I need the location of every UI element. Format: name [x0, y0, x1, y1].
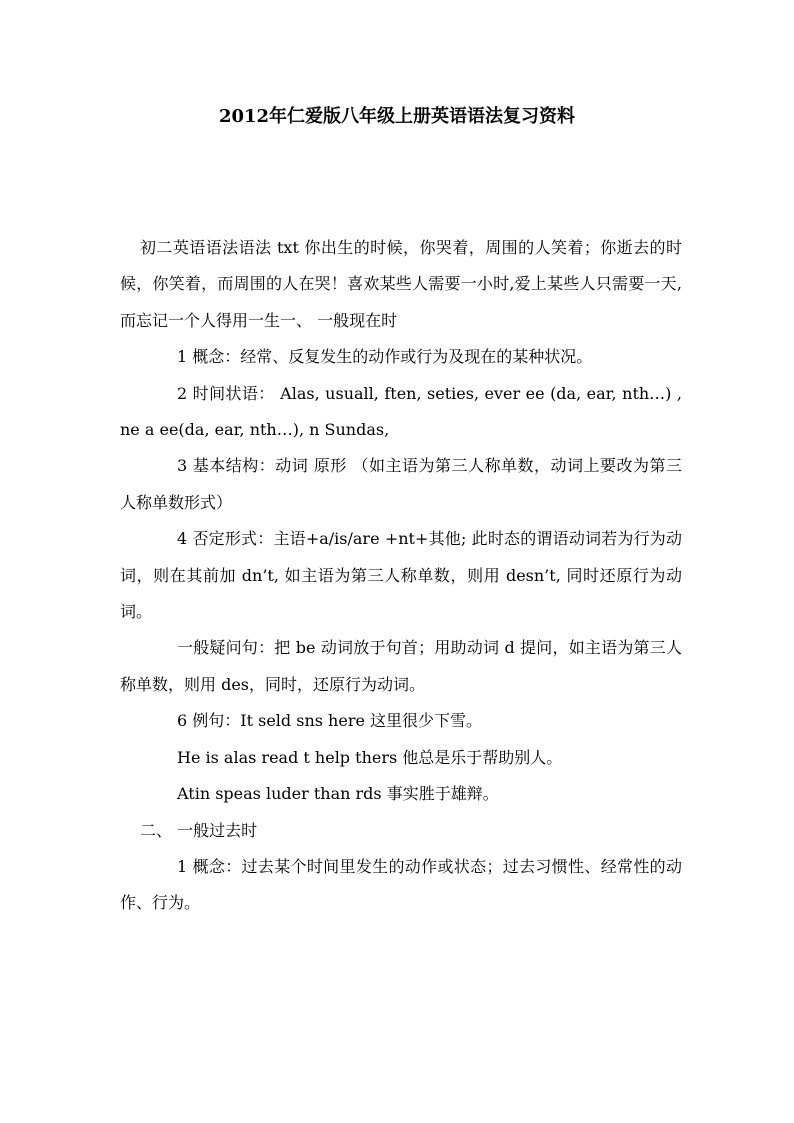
example-sentence: Atin speas luder than rds 事实胜于雄辩。	[177, 784, 499, 804]
intro-paragraph: 初二英语语法语法 txt 你出生的时候，你哭着，周围的人笑着；你逝去的时候，你笑着，而周围的人在哭！喜欢某些人需要一小时,爱上某些人只需要一天,而忘记一个人得用一生一、 一般现在时	[120, 238, 682, 330]
concept-paragraph: 1 概念：经常、反复发生的动作或行为及现在的某种状况。	[177, 347, 593, 367]
example-sentence: He is alas read t help thers 他总是乐于帮助别人。	[177, 747, 563, 767]
question-form-paragraph: 一般疑问句：把 be 动词放于句首；用助动词 d 提问，如主语为第三人称单数，则用 des，同时，还原行为动词。	[120, 638, 682, 694]
time-adverbial-paragraph: 2 时间状语： Alas, usuall, ften, seties, ever ee (da, ear, nth…) , ne a ee(da, ear, nth…), n Sundas,	[120, 383, 682, 440]
example-paragraph: 6 例句：It seld sns here 这里很少下雪。	[177, 711, 483, 731]
document-body	[120, 230, 682, 922]
past-concept-paragraph: 1 概念：过去某个时间里发生的动作或状态；过去习惯性、经常性的动作、行为。	[120, 856, 682, 913]
section-heading: 二、 一般过去时	[140, 820, 258, 840]
document-title: 2012年仁爱版八年级上册英语语法复习资料	[218, 106, 576, 127]
basic-structure-paragraph: 3 基本结构：动词 原形 （如主语为第三人称单数，动词上要改为第三人称单数形式）	[120, 456, 682, 512]
negative-form-paragraph: 4 否定形式：主语+a/is/are +nt+其他; 此时态的谓语动词若为行为动 词，则在其前加 dn’t, 如主语为第三人称单数，则用 desn’t, 同时还原行为动词。	[120, 529, 682, 622]
